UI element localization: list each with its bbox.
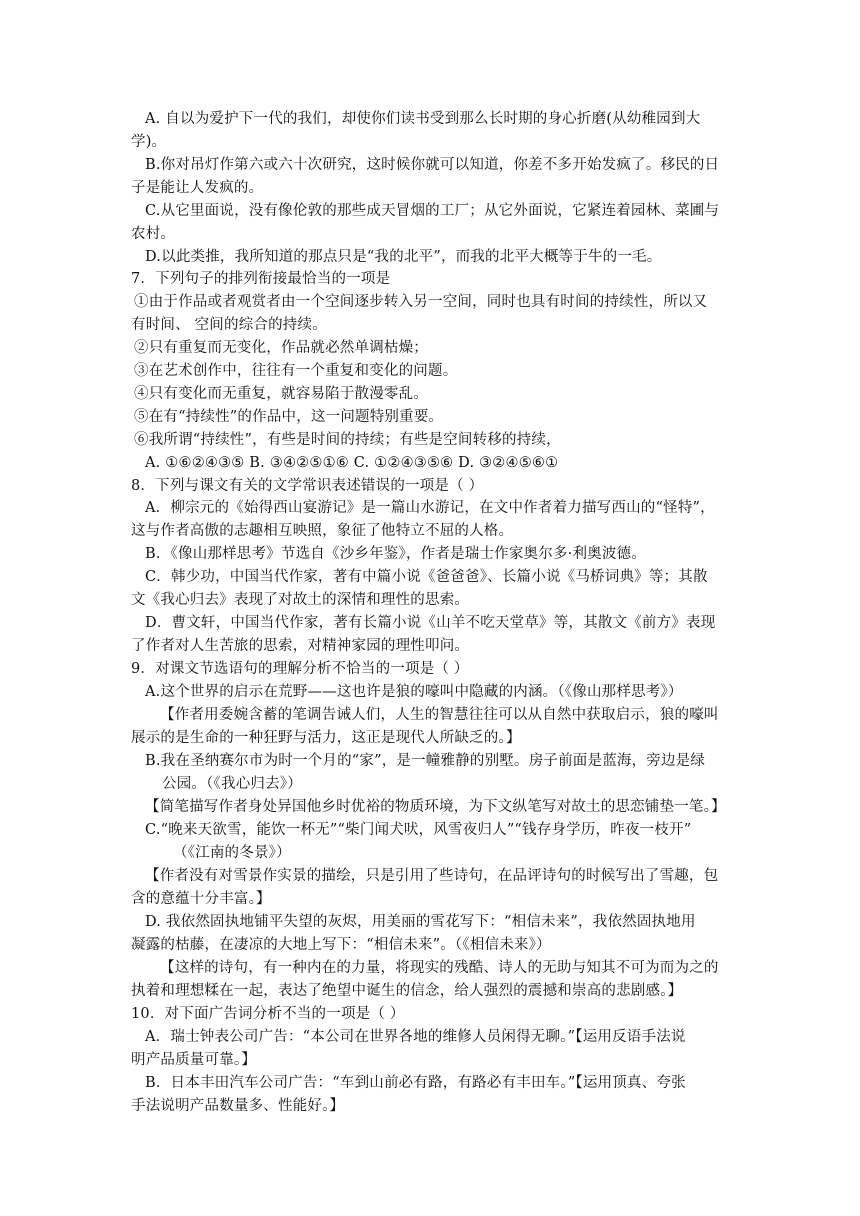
- text-line: 了作者对人生苦旅的思索，对精神家园的理性叩问。: [131, 638, 470, 654]
- text-line: 子是能让人发疯的。: [131, 180, 264, 196]
- text-line: 凝露的枯藤，在凄凉的大地上写下：“相信未来”。（《相信未来》）: [131, 937, 551, 953]
- text-line: 有时间、 空间的综合的持续。: [131, 317, 327, 333]
- text-line: A．柳宗元的《始得西山宴游记》是一篇山水游记，在文中作者着力描写西山的“怪特”，: [145, 500, 715, 516]
- text-line: 执着和理想糅在一起，表达了绝望中诞生的信念，给人强烈的震撼和崇高的悲剧感。】: [131, 983, 683, 999]
- text-line: B.我在圣纳赛尔市为时一个月的“家”，是一幢雅静的别墅。房子前面是蓝海，旁边是绿: [145, 753, 706, 769]
- text-line: ③在艺术创作中，往往有一个重复和变化的问题。: [134, 363, 458, 379]
- question-9-title: 9．对课文节选语句的理解分析不恰当的一项是（ ）: [131, 661, 469, 677]
- text-line: A．瑞士钟表公司广告：“本公司在世界各地的维修人员闲得无聊。”【运用反语手法说: [145, 1029, 686, 1045]
- text-line: 【作者用委婉含蓄的笔调告诫人们，人生的智慧往往可以从自然中获取启示，狼的嚎叫: [160, 707, 719, 723]
- question-8-title: 8．下列与课文有关的文学常识表述错误的一项是（ ）: [131, 478, 484, 494]
- text-line: 学)。: [131, 134, 167, 150]
- text-line: 展示的是生命的一种狂野与活力，这正是现代人所缺乏的。】: [131, 730, 521, 746]
- text-line: （《江南的冬景》）: [173, 845, 291, 861]
- text-line: ①由于作品或者观赏者由一个空间逐步转入另一空间，同时也具有时间的持续性，所以又: [134, 294, 708, 310]
- text-line: 手法说明产品数量多、性能好。】: [131, 1098, 345, 1114]
- question-10-title: 10．对下面广告词分析不当的一项是（ ）: [131, 1006, 405, 1022]
- text-line: C．韩少功，中国当代作家，著有中篇小说《爸爸爸》、长篇小说《马桥词典》等；其散: [145, 569, 708, 585]
- text-line: D. 我依然固执地铺平失望的灰烬，用美丽的雪花写下：“相信未来”，我依然固执地用: [145, 914, 696, 930]
- text-line: B.你对吊灯作第六或六十次研究，这时候你就可以知道，你差不多开始发疯了。移民的日: [145, 157, 720, 173]
- text-line: B．《像山那样思考》节选自《沙乡年鉴》，作者是瑞士作家奥尔多·利奥波德。: [145, 546, 646, 562]
- text-line: 【这样的诗句，有一种内在的力量，将现实的残酷、诗人的无助与知其不可为而为之的: [160, 960, 719, 976]
- text-line: 含的意蕴十分丰富。】: [131, 891, 271, 907]
- text-line: D．曹文轩，中国当代作家，著有长篇小说《山羊不吃天堂草》等，其散文《前方》表现: [145, 615, 716, 631]
- text-line: D.以此类推，我所知道的那点只是“我的北平”，而我的北平大概等于牛的一毛。: [145, 249, 662, 265]
- text-line: ④只有变化而无重复，就容易陷于散漫零乱。: [134, 386, 428, 402]
- text-line: 明产品质量可靠。】: [131, 1052, 257, 1068]
- text-line: C.从它里面说，没有像伦敦的那些成天冒烟的工厂；从它外面说，它紧连着园林、菜圃与: [145, 203, 720, 219]
- text-line: C.“晚来天欲雪，能饮一杯无”“柴门闻犬吠，风雪夜归人”“钱存身学历，昨夜一枝开”: [145, 822, 692, 838]
- text-line: ⑥我所谓“持续性”，有些是时间的持续；有些是空间转移的持续，: [134, 432, 561, 448]
- answer-options: A. ①⑥②④③⑤ B. ③④②⑤①⑥ C. ①②④③⑤⑥ D. ③②④⑤⑥①: [145, 455, 559, 471]
- text-line: A. 自以为爱护下一代的我们，却使你们读书受到那么长时期的身心折磨(从幼稚园到大: [145, 111, 701, 127]
- text-line: 这与作者高傲的志趣相互映照，象征了他特立不屈的人格。: [131, 523, 514, 539]
- text-line: B．日本丰田汽车公司广告：“车到山前必有路，有路必有丰田车。”【运用顶真、夸张: [145, 1075, 686, 1091]
- text-line: 文《我心归去》表现了对故土的深情和理性的思索。: [131, 592, 470, 608]
- text-line: ②只有重复而无变化，作品就必然单调枯燥；: [134, 340, 428, 356]
- text-line: A.这个世界的启示在荒野——这也许是狼的嚎叫中隐藏的内涵。（《像山那样思考》）: [145, 684, 683, 700]
- text-line: 公园。（《我心归去》）: [162, 776, 302, 792]
- text-line: 【简笔描写作者身处异国他乡时优裕的物质环境，为下文纵笔写对故土的思恋铺垫一笔。】: [145, 799, 726, 815]
- text-line: ⑤在有“持续性”的作品中，这一问题特别重要。: [134, 409, 444, 425]
- text-line: 【作者没有对雪景作实景的描绘，只是引用了些诗句，在品评诗句的时候写出了雪趣，包: [145, 868, 719, 884]
- question-7-title: 7．下列句子的排列衔接最恰当的一项是: [131, 271, 391, 287]
- text-line: 农村。: [131, 226, 176, 242]
